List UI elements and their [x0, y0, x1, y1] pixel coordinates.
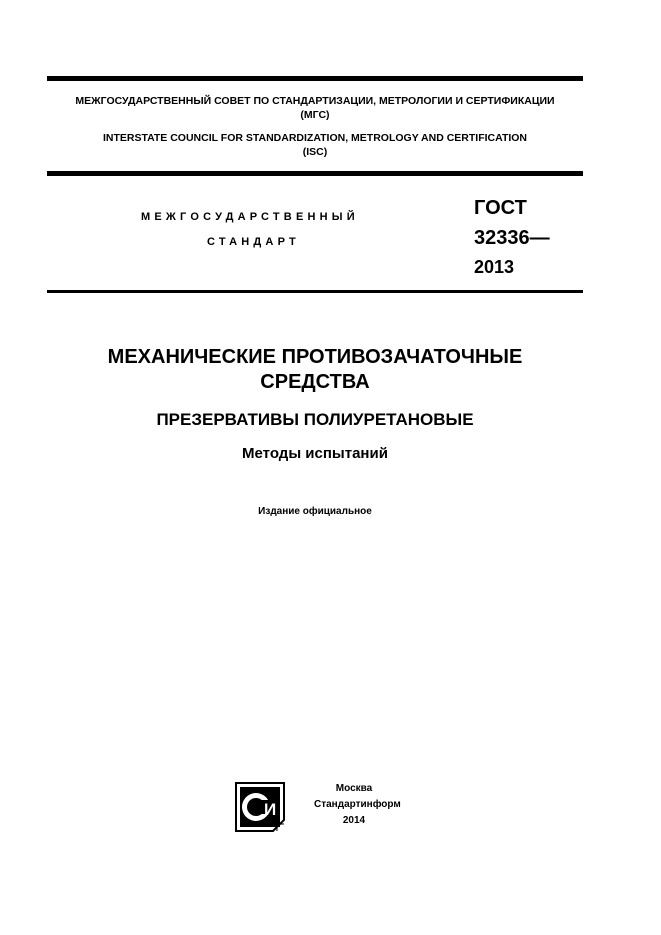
- standard-kind-line2: СТАНДАРТ: [207, 236, 300, 248]
- gost-label: ГОСТ: [474, 197, 527, 219]
- document-subtitle: ПРЕЗЕРВАТИВЫ ПОЛИУРЕТАНОВЫЕ: [156, 410, 474, 429]
- publisher-year: 2014: [342, 815, 366, 826]
- council-abbr-ru: (МГС): [300, 109, 330, 121]
- document-title-line2: СРЕДСТВА: [260, 371, 370, 393]
- edition-note: Издание официальное: [258, 506, 372, 517]
- council-name-en: INTERSTATE COUNCIL FOR STANDARDIZATION, METROLOGY AND CERTIFICATION: [102, 132, 528, 144]
- standard-bottom-rule: [47, 290, 583, 293]
- document-title-line1: МЕХАНИЧЕСКИЕ ПРОТИВОЗАЧАТОЧНЫЕ: [107, 346, 523, 368]
- council-name-ru: МЕЖГОСУДАРСТВЕННЫЙ СОВЕТ ПО СТАНДАРТИЗАЦИИ, МЕТРОЛОГИИ И СЕРТИФИКАЦИИ: [75, 95, 555, 107]
- top-rule: [47, 76, 583, 81]
- standartinform-logo-icon: [233, 780, 287, 834]
- standard-kind-line1: МЕЖГОСУДАРСТВЕННЫЙ: [141, 211, 359, 223]
- header-bottom-rule: [47, 171, 583, 176]
- publisher-city: Москва: [335, 783, 373, 794]
- svg-text:И: И: [264, 800, 277, 819]
- document-subsubtitle: Методы испытаний: [242, 445, 388, 462]
- gost-year: 2013: [474, 257, 515, 277]
- gost-number: 32336—: [474, 227, 550, 249]
- council-abbr-en: (ISC): [302, 146, 328, 158]
- publisher-name: Стандартинформ: [314, 799, 401, 810]
